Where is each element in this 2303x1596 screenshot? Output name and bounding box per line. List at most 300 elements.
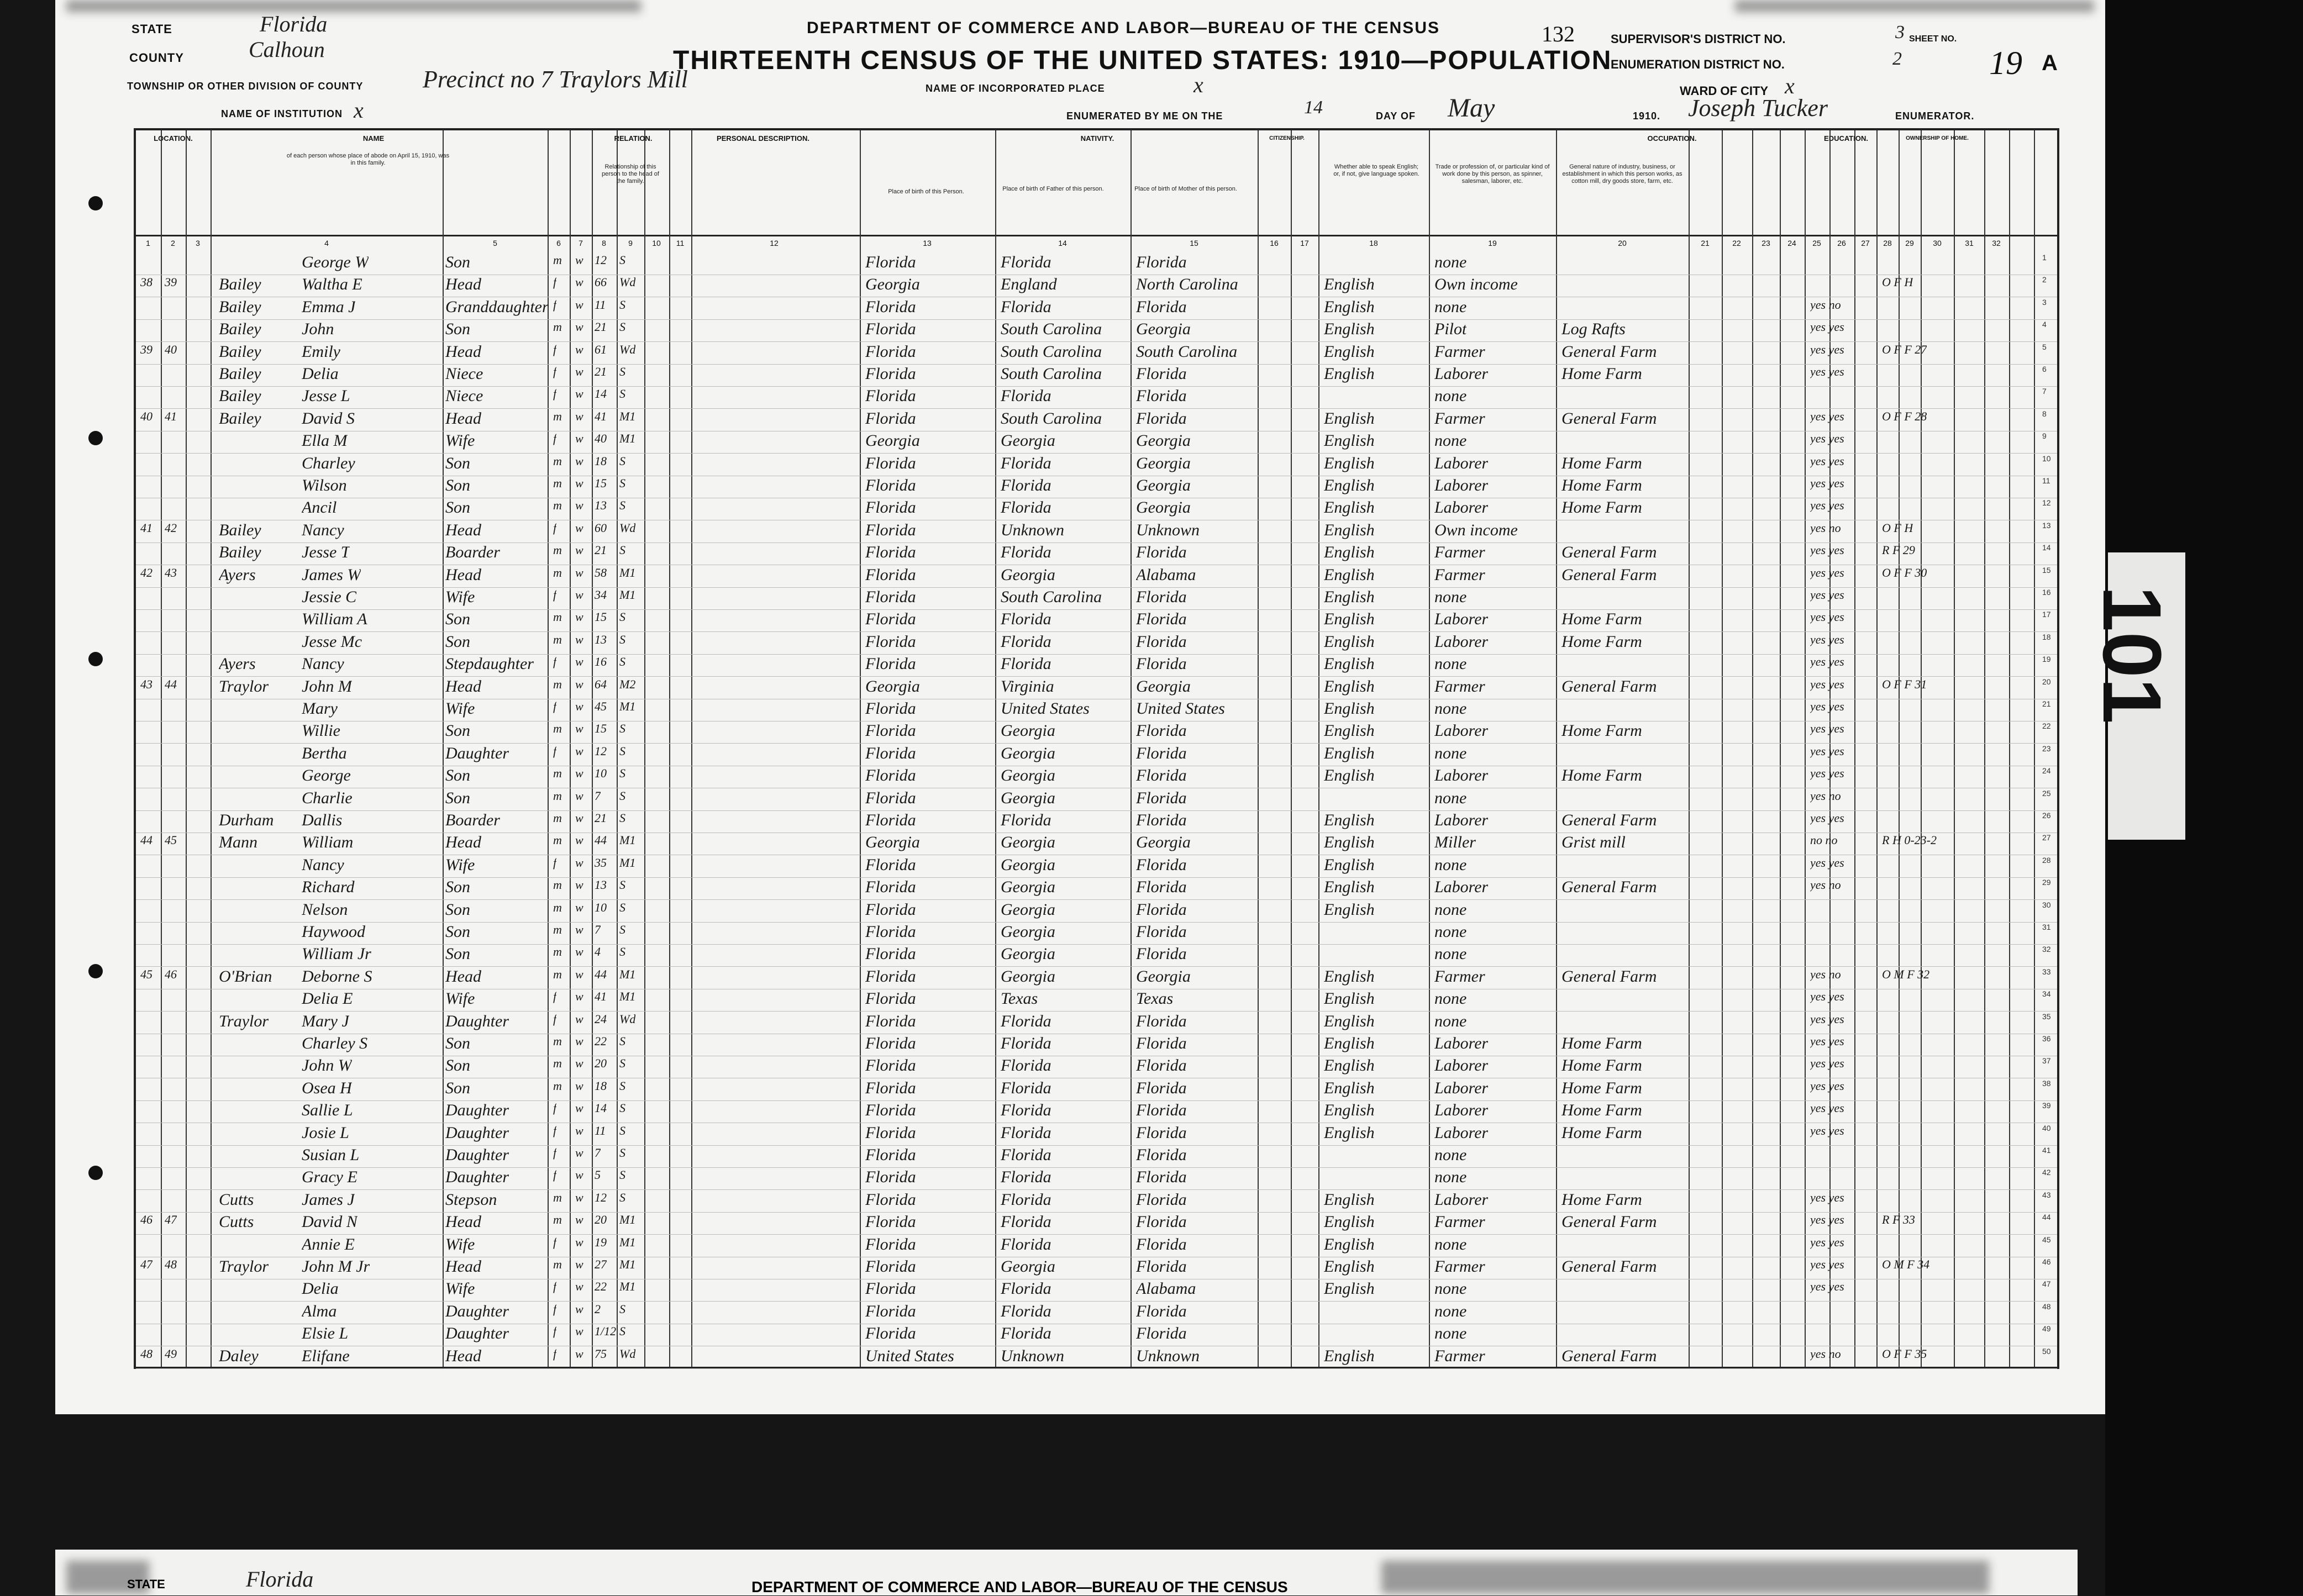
language: English [1324, 1056, 1375, 1075]
birthplace: Florida [865, 632, 916, 651]
sex: f [553, 1302, 557, 1316]
read-write: yes no [1810, 788, 1841, 803]
father-birthplace: South Carolina [1001, 588, 1102, 606]
age: 14 [595, 1101, 607, 1115]
race: w [575, 297, 583, 312]
line-number: 20 [2042, 677, 2051, 686]
marital-status: S [619, 1101, 625, 1115]
sex: m [553, 498, 562, 513]
state-label: STATE [132, 22, 172, 36]
race: w [575, 1324, 583, 1339]
group-relation: RELATION. [614, 134, 653, 143]
birthplace: Florida [865, 744, 916, 762]
given-name: Jesse T [302, 543, 350, 562]
mother-birthplace: Florida [1136, 721, 1187, 740]
age: 12 [595, 744, 607, 758]
relation: Wife [445, 855, 475, 874]
trade: none [1434, 1012, 1467, 1030]
father-birthplace: Georgia [1001, 1257, 1055, 1276]
marital-status: S [619, 498, 625, 513]
family-number: 45 [165, 833, 177, 847]
father-birthplace: Texas [1001, 989, 1038, 1008]
supervisor-value: 3 [1895, 22, 1905, 43]
marital-status: S [619, 632, 625, 646]
trade: Laborer [1434, 610, 1489, 629]
birthplace: Florida [865, 565, 916, 584]
race: w [575, 498, 583, 513]
census-row [136, 253, 2057, 275]
race: w [575, 1213, 583, 1227]
race: w [575, 855, 583, 870]
read-write: yes yes [1810, 543, 1844, 557]
given-name: Delia E [302, 989, 353, 1008]
family-number: 47 [165, 1213, 177, 1227]
mother-birthplace: Florida [1136, 1101, 1187, 1120]
relation: Son [445, 945, 470, 963]
line-number: 27 [2042, 833, 2051, 842]
relation: Niece [445, 387, 483, 405]
mother-birthplace: Florida [1136, 1302, 1187, 1320]
given-name: Sallie L [302, 1101, 353, 1120]
line-number: 33 [2042, 967, 2051, 976]
father-birthplace: Florida [1001, 1146, 1051, 1164]
industry: Home Farm [1561, 365, 1642, 383]
given-name: William [302, 833, 354, 852]
census-row [136, 633, 2057, 655]
language: English [1324, 1235, 1375, 1253]
race: w [575, 766, 583, 781]
race: w [575, 565, 583, 580]
given-name: Emma J [302, 297, 356, 316]
industry: Home Farm [1561, 498, 1642, 517]
age: 15 [595, 610, 607, 624]
read-write: yes yes [1810, 855, 1844, 870]
relation: Stepdaughter [445, 655, 534, 673]
father-birthplace: Georgia [1001, 923, 1055, 941]
relation: Son [445, 721, 470, 740]
home-ownership: O F H [1882, 520, 1913, 535]
sex: m [553, 320, 562, 334]
read-write: yes yes [1810, 565, 1844, 580]
sex: m [553, 811, 562, 825]
mother-birthplace: Florida [1136, 409, 1187, 428]
trade: none [1434, 1168, 1467, 1187]
read-write: yes yes [1810, 1034, 1844, 1048]
column-number: 2 [171, 239, 175, 247]
age: 22 [595, 1279, 607, 1294]
language: English [1324, 565, 1375, 584]
sex: m [553, 1257, 562, 1271]
column-number: 18 [1369, 239, 1378, 247]
line-number: 40 [2042, 1123, 2051, 1133]
surname: Bailey [219, 387, 261, 405]
given-name: Bertha [302, 744, 347, 762]
marital-status: Wd [619, 275, 636, 289]
relation: Son [445, 498, 470, 517]
surname: Ayers [219, 655, 256, 673]
father-birthplace: Georgia [1001, 900, 1055, 919]
institution-value: x [354, 98, 364, 123]
marital-status: M1 [619, 409, 636, 423]
mother-birthplace: Florida [1136, 543, 1187, 562]
read-write: yes yes [1810, 342, 1844, 356]
given-name: Wilson [302, 476, 347, 494]
language: English [1324, 900, 1375, 919]
line-number: 30 [2042, 900, 2051, 909]
mother-birthplace: Florida [1136, 1235, 1187, 1253]
home-ownership: R H 0-23-2 [1882, 833, 1937, 847]
sex: f [553, 431, 557, 446]
given-name: Deborne S [302, 967, 372, 986]
line-number: 35 [2042, 1012, 2051, 1021]
trade: none [1434, 655, 1467, 673]
father-birthplace: Florida [1001, 1012, 1051, 1030]
language: English [1324, 655, 1375, 673]
column-number: 32 [1992, 239, 2001, 247]
marital-status: M1 [619, 699, 636, 713]
race: w [575, 387, 583, 401]
census-row [136, 655, 2057, 677]
read-write: yes yes [1810, 1078, 1844, 1093]
marital-status: M1 [619, 1235, 636, 1249]
father-birthplace: Florida [1001, 610, 1051, 629]
mother-birthplace: Georgia [1136, 498, 1191, 517]
trade: Miller [1434, 833, 1476, 852]
sex: f [553, 1346, 557, 1361]
birthplace: Florida [865, 1213, 916, 1231]
column-number: 13 [923, 239, 932, 247]
read-write: yes yes [1810, 655, 1844, 669]
age: 22 [595, 1034, 607, 1048]
age: 41 [595, 409, 607, 423]
sex: m [553, 1190, 562, 1204]
race: w [575, 1190, 583, 1204]
industry: Home Farm [1561, 1101, 1642, 1120]
marital-status: S [619, 1146, 625, 1160]
trade: Farmer [1434, 1257, 1485, 1276]
line-number: 50 [2042, 1346, 2051, 1356]
home-ownership: O M F 34 [1882, 1257, 1930, 1271]
binder-hole [88, 652, 103, 666]
trade: Laborer [1434, 721, 1489, 740]
birthplace: Florida [865, 923, 916, 941]
column-number: 8 [602, 239, 606, 247]
census-row [136, 588, 2057, 610]
column-number: 19 [1488, 239, 1497, 247]
family-number: 39 [165, 275, 177, 289]
mother-birthplace: North Carolina [1136, 275, 1238, 294]
enumerator-value: Joseph Tucker [1688, 94, 1828, 122]
column-number: 28 [1883, 239, 1892, 247]
trade: none [1434, 1302, 1467, 1320]
mother-birthplace: South Carolina [1136, 342, 1238, 361]
marital-status: M2 [619, 677, 636, 691]
sex: f [553, 699, 557, 713]
line-number: 21 [2042, 699, 2051, 708]
family-number: 48 [165, 1257, 177, 1271]
mother-birthplace: Unknown [1136, 520, 1200, 539]
father-birthplace: Florida [1001, 1302, 1051, 1320]
sex: f [553, 275, 557, 289]
age: 27 [595, 1257, 607, 1271]
trade: Farmer [1434, 565, 1485, 584]
line-number: 10 [2042, 454, 2051, 463]
given-name: Delia [302, 1279, 339, 1298]
age: 10 [595, 766, 607, 781]
father-birthplace: Florida [1001, 297, 1051, 316]
marital-status: S [619, 610, 625, 624]
home-ownership: O F F 28 [1882, 409, 1927, 423]
relation: Son [445, 1056, 470, 1075]
mother-birthplace: Florida [1136, 1324, 1187, 1343]
trade: none [1434, 253, 1467, 271]
race: w [575, 454, 583, 468]
line-number: 26 [2042, 811, 2051, 820]
sex: f [553, 1012, 557, 1026]
incorporated-label: NAME OF INCORPORATED PLACE [926, 83, 1105, 94]
read-write: yes no [1810, 1346, 1841, 1361]
sheet-number: 19 [1989, 45, 2022, 81]
redaction-blur [1735, 0, 2094, 12]
sex: f [553, 520, 557, 535]
birthplace: Georgia [865, 431, 920, 450]
father-birthplace: Florida [1001, 1168, 1051, 1187]
sex: f [553, 365, 557, 378]
trade: none [1434, 1279, 1467, 1298]
sex: m [553, 833, 562, 847]
read-write: yes yes [1810, 1056, 1844, 1071]
line-number: 4 [2042, 320, 2047, 329]
race: w [575, 721, 583, 736]
relation: Head [445, 967, 481, 986]
language: English [1324, 409, 1375, 428]
marital-status: S [619, 878, 625, 892]
mother-birthplace: Florida [1136, 365, 1187, 383]
father-birthplace: Georgia [1001, 565, 1055, 584]
surname: Cutts [219, 1190, 254, 1209]
race: w [575, 699, 583, 713]
father-birthplace: Florida [1001, 1324, 1051, 1343]
column-number: 22 [1732, 239, 1741, 247]
language: English [1324, 878, 1375, 897]
father-birthplace: Georgia [1001, 878, 1055, 897]
surname: Bailey [219, 543, 261, 562]
trade: Laborer [1434, 1101, 1489, 1120]
marital-status: S [619, 744, 625, 758]
marital-status: M1 [619, 1279, 636, 1294]
line-number: 48 [2042, 1302, 2051, 1311]
home-ownership: O F F 31 [1882, 677, 1927, 691]
birthplace: Florida [865, 967, 916, 986]
line-number: 11 [2042, 476, 2050, 485]
given-name: Nancy [302, 855, 344, 874]
binder-hole [88, 964, 103, 978]
line-number: 28 [2042, 855, 2051, 865]
father-birthplace: Georgia [1001, 945, 1055, 963]
father-birthplace: Florida [1001, 655, 1051, 673]
column-number: 27 [1861, 239, 1870, 247]
trade: Laborer [1434, 766, 1489, 785]
birthplace: Georgia [865, 833, 920, 852]
line-number: 42 [2042, 1168, 2051, 1177]
relation: Son [445, 476, 470, 494]
column-number: 30 [1933, 239, 1942, 247]
birthplace: Florida [865, 1123, 916, 1142]
sex: f [553, 1123, 557, 1137]
race: w [575, 520, 583, 535]
given-name: Ella M [302, 431, 348, 450]
relation: Boarder [445, 543, 500, 562]
enumeration-value: 2 [1892, 49, 1902, 69]
read-write: yes yes [1810, 744, 1844, 758]
father-birthplace: South Carolina [1001, 342, 1102, 361]
trade: Laborer [1434, 811, 1489, 829]
trade: Laborer [1434, 1034, 1489, 1052]
line-number: 2 [2042, 275, 2047, 285]
language: English [1324, 365, 1375, 383]
census-row [136, 766, 2057, 788]
trade: none [1434, 945, 1467, 963]
given-name: Elsie L [302, 1324, 349, 1343]
language: English [1324, 1034, 1375, 1052]
marital-status: S [619, 297, 625, 312]
column-number: 7 [579, 239, 583, 247]
language: English [1324, 520, 1375, 539]
column-number: 15 [1190, 239, 1198, 247]
read-write: yes yes [1810, 677, 1844, 691]
line-number: 18 [2042, 632, 2051, 641]
surname: O'Brian [219, 967, 272, 986]
marital-status: M1 [619, 967, 636, 981]
given-name: Josie L [302, 1123, 349, 1142]
family-number: 43 [165, 565, 177, 580]
given-name: Jessie C [302, 588, 357, 606]
trade: none [1434, 989, 1467, 1008]
father-birthplace: Georgia [1001, 855, 1055, 874]
father-birthplace: Georgia [1001, 833, 1055, 852]
family-number: 46 [165, 967, 177, 981]
surname: Durham [219, 811, 274, 829]
language: English [1324, 744, 1375, 762]
line-number: 6 [2042, 365, 2047, 373]
age: 7 [595, 923, 601, 936]
relation: Daughter [445, 1123, 509, 1142]
relation: Son [445, 632, 470, 651]
census-row [136, 1279, 2057, 1302]
age: 21 [595, 320, 607, 334]
marital-status: S [619, 320, 625, 334]
mother-birthplace: Florida [1136, 1168, 1187, 1187]
relation: Daughter [445, 1168, 509, 1187]
race: w [575, 833, 583, 847]
dwelling-number: 45 [140, 967, 153, 981]
given-name: George W [302, 253, 369, 271]
language: English [1324, 588, 1375, 606]
mother-birthplace: Georgia [1136, 967, 1191, 986]
race: w [575, 1034, 583, 1048]
language: English [1324, 342, 1375, 361]
marital-status: M1 [619, 989, 636, 1004]
sex: f [553, 1146, 557, 1160]
trade: Farmer [1434, 967, 1485, 986]
race: w [575, 1235, 583, 1249]
column-number: 29 [1905, 239, 1914, 247]
read-write: yes yes [1810, 1279, 1844, 1294]
sex: f [553, 588, 557, 602]
line-number: 29 [2042, 878, 2051, 887]
day-value: 14 [1304, 97, 1323, 118]
age: 14 [595, 387, 607, 401]
sex: f [553, 655, 557, 669]
trade: Laborer [1434, 878, 1489, 897]
relation: Son [445, 320, 470, 339]
given-name: George [302, 766, 351, 785]
sex: f [553, 297, 557, 312]
father-birthplace: Florida [1001, 498, 1051, 517]
race: w [575, 632, 583, 646]
next-state-value: Florida [246, 1567, 314, 1592]
sex: m [553, 1213, 562, 1227]
given-name: James J [302, 1190, 355, 1209]
census-row [136, 1213, 2057, 1235]
census-row [136, 721, 2057, 744]
mother-birthplace: Florida [1136, 788, 1187, 807]
sex: m [553, 632, 562, 646]
given-name: Osea H [302, 1078, 352, 1097]
given-name: John [302, 320, 334, 339]
surname: Bailey [219, 297, 261, 316]
age: 11 [595, 297, 606, 312]
column-number: 21 [1701, 239, 1710, 247]
race: w [575, 1346, 583, 1361]
age: 21 [595, 543, 607, 557]
relation: Granddaughter [445, 297, 549, 316]
read-write: yes yes [1810, 699, 1844, 713]
race: w [575, 1257, 583, 1271]
language: English [1324, 1012, 1375, 1030]
relation: Head [445, 833, 481, 852]
sex: f [553, 387, 557, 401]
marital-status: S [619, 923, 625, 936]
marital-status: S [619, 1123, 625, 1137]
census-row [136, 1302, 2057, 1324]
relation: Niece [445, 365, 483, 383]
given-name: Delia [302, 365, 339, 383]
sex: f [553, 744, 557, 758]
relation: Daughter [445, 744, 509, 762]
read-write: yes yes [1810, 1257, 1844, 1271]
birthplace: Florida [865, 878, 916, 897]
next-state-label: STATE [127, 1577, 165, 1591]
binder-hole [88, 1166, 103, 1180]
birthplace: Georgia [865, 275, 920, 294]
next-dept-title: DEPARTMENT OF COMMERCE AND LABOR—BUREAU OF THE CENSUS [751, 1578, 1288, 1595]
census-row [136, 989, 2057, 1012]
census-row [136, 1235, 2057, 1257]
father-birthplace: Florida [1001, 1034, 1051, 1052]
trade: none [1434, 699, 1467, 718]
relation: Wife [445, 588, 475, 606]
surname: Bailey [219, 342, 261, 361]
family-number: 42 [165, 520, 177, 535]
census-row [136, 1146, 2057, 1168]
line-number: 34 [2042, 989, 2051, 999]
trade: Laborer [1434, 1190, 1489, 1209]
read-write: yes yes [1810, 766, 1844, 781]
sex: m [553, 677, 562, 691]
township-label: TOWNSHIP OR OTHER DIVISION OF COUNTY [127, 81, 364, 92]
dwelling-number: 44 [140, 833, 153, 847]
